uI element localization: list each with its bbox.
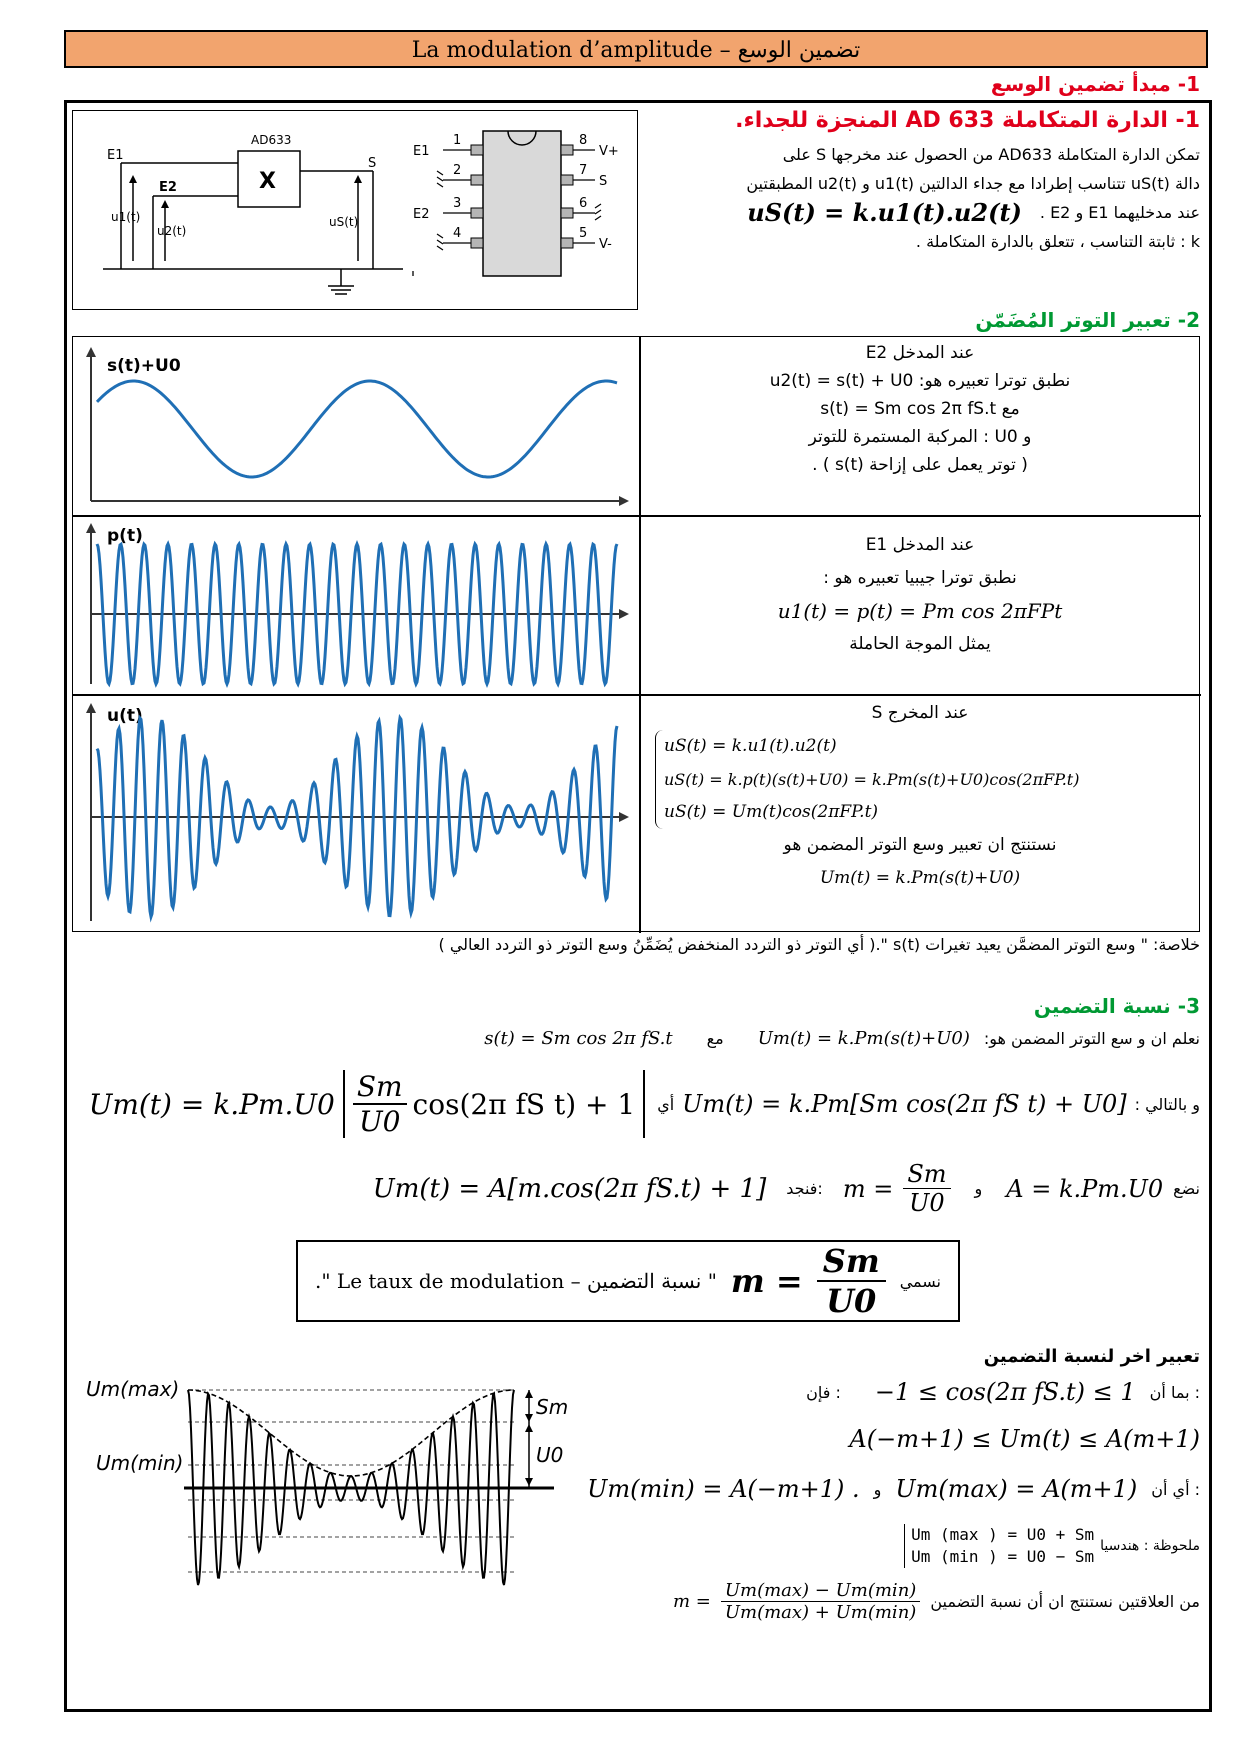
pin8-num: 8 [579,133,588,148]
section1-title: 1- مبدأ تضمين الوسع [990,72,1200,96]
row2-l4: يمثل الموجة الحاملة [849,634,991,654]
sub4-title: تعبير اخر لنسبة التضمين [983,1346,1200,1367]
graph-signal [77,341,635,513]
box-den: U0 [826,1282,877,1320]
sub4-line3 [500,1475,1200,1503]
row1-l5: ( توتر يعمل على إزاحة s(t) ) . [812,455,1028,475]
u2-label: u2(t) [157,224,187,238]
graph-signal-label: s(t)+U0 [107,356,181,376]
row1-text [643,339,1197,479]
row1-l3: مع s(t) = Sm cos 2π fS.t [820,399,1020,419]
multiplier-symbol: X [259,169,276,194]
us-label: uS(t) [329,215,359,229]
sub4-l5-m: m = [672,1591,711,1612]
sub1-text [645,140,1200,256]
sub4-l5-num: Um(max) − Um(min) [721,1580,920,1602]
pin7-num: 7 [579,163,588,178]
pin7-label: S [599,174,608,189]
sub1-formula: uS(t) = k.u1(t).u2(t) [747,198,1022,227]
sub1-p2: دالة uS(t) تتناسب إطرادا مع جداء الدالتين u1(t) و u2(t) المطبقتين [746,174,1200,193]
sub4-note-eq1: Um (max ) = U0 + Sm [911,1525,1095,1544]
box-name: " نسبة التضمين – Le taux de modulation ". [315,1269,717,1293]
row1-l2: نطبق توترا تعبيره هو: u2(t) = s(t) + U0 [769,371,1071,391]
row1-l1: عند المدخل E2 [865,343,975,363]
sub1-p4: k : ثابتة التناسب ، تتعلق بالدارة المتكاملة . [915,232,1200,251]
page-title: La modulation d’amplitude – تضمين الوسع [64,30,1208,68]
graph-modulated [77,699,635,929]
sub3-line3 [200,1160,1200,1217]
sub4-l3-eq1: Um(max) = A(m+1) [895,1475,1138,1503]
signal-wave [97,381,617,477]
sub1-title: 1- الدارة المتكاملة AD 633 المنجزة للجداء. [735,108,1200,133]
row2-text [643,529,1197,661]
conclusion: خلاصة: " وسع التوتر المضمَّن يعيد تغيرات s(t) ".( أي التوتر ذو التردد المنخفض يُضَمِّنُ وسع التوتر ذو التردد العالي ) [438,935,1200,954]
sub3-l3-eq1: A = k.Pm.U0 [1006,1174,1164,1203]
sub3-l3-den: U0 [909,1189,945,1217]
row2-l3: u1(t) = p(t) = Pm cos 2πFPt [777,599,1063,623]
sub3-l1-eq2: s(t) = Sm cos 2π fS.t [484,1028,673,1049]
e1-label: E1 [107,148,124,163]
pin5-label: V- [599,237,612,252]
graph-min-label: Um(min) [96,1451,184,1475]
envelope-curve [188,1390,514,1476]
sub4-line1 [600,1378,1200,1406]
sub4-l2: A(−m+1) ≤ Um(t) ≤ A(m+1) [849,1425,1200,1453]
sub4-l3-eq2: Um(min) = A(−m+1) . [587,1475,860,1503]
pin4-num: 4 [453,226,462,241]
sub3-line2 [80,1070,1200,1138]
graph-u0-label: U0 [536,1443,564,1467]
sub4-line5 [500,1580,1200,1623]
sub3-l2-right: cos(2π fS t) + 1 [412,1087,636,1121]
pin3-label: E2 [413,207,430,222]
sub3-l3-and: و [974,1179,983,1198]
definition-box [296,1240,960,1322]
sub3-l2-num: Sm [353,1070,407,1105]
sub4-l1-eq: −1 ≤ cos(2π fS.t) ≤ 1 [874,1378,1136,1406]
box-m: m = [730,1262,803,1300]
row3-l3: Um(t) = k.Pm(s(t)+U0) [819,868,1021,888]
sub3-l1-eq1: Um(t) = k.Pm(s(t)+U0) [757,1028,970,1049]
sub3-l2-text: و بالتالي : [1134,1094,1200,1114]
sub3-l3-find: فنجد: [786,1179,823,1198]
pin3-num: 3 [453,196,462,211]
graph-sm-label: Sm [536,1395,569,1419]
sub3-l1-with: مع [706,1029,724,1048]
graph-max-label: Um(max) [86,1377,180,1401]
circuit-box [72,110,638,310]
sub2-title: 2- تعبير التوتر المُضَمّن [975,308,1200,332]
sub3-l2-bracket [343,1070,645,1138]
sub3-l2-eq1: Um(t) = k.Pm[Sm cos(2π fS t) + U0] [682,1090,1127,1118]
modulation-table [72,336,1200,932]
s-label: S [368,156,377,171]
row1-l4: و U0 : المركبة المستمرة للتوتر [808,427,1032,447]
sub1-p1: تمكن الدارة المتكاملة AD633 من الحصول عند مخرجها S على [782,145,1200,164]
graph-carrier-label: p(t) [107,526,143,546]
row2-l2: نطبق توترا جيبيا تعبيره هو : [823,568,1017,588]
pin8-label: V+ [599,144,619,159]
sub3-l2-ay: أي [657,1094,675,1114]
row3-l2: نستنتج ان تعبير وسع التوتر المضمن هو [783,835,1057,855]
sub4-note-eq2: Um (min ) = U0 − Sm [911,1547,1095,1566]
amplitude-graph [84,1362,569,1622]
sub3-l3-m: m = [842,1174,894,1203]
sub3-l2-den: U0 [358,1105,401,1138]
sub4-l5-den: Um(max) + Um(min) [724,1602,917,1623]
pin5-num: 5 [579,226,588,241]
chip-label: AD633 [251,133,292,147]
sub4-note-text: ملحوظة : هندسيا [1100,1538,1200,1554]
sub3-l2-left: Um(t) = k.Pm.U0 [88,1087,335,1121]
row3-eq3: uS(t) = Um(t)cos(2πFP.t) [664,802,879,822]
graph-carrier [77,519,635,691]
sub3-l3-text: نضع [1173,1179,1200,1198]
u1-label: u1(t) [111,210,141,224]
pin1-num: 1 [453,133,462,148]
sub4-note [600,1524,1200,1568]
sub3-line1 [300,1028,1200,1049]
graph-modulated-label: u(t) [107,706,143,726]
pin1-label: E1 [413,144,430,159]
sub4-l1-then: فإن : [806,1382,841,1402]
sub3-l3-num: Sm [903,1160,950,1189]
box-num: Sm [817,1242,886,1282]
sub4-l3-and: و [873,1479,882,1499]
row3-l1: عند المخرج S [871,703,969,723]
row2-l1: عند المدخل E1 [865,535,975,555]
sub3-title: 3- نسبة التضمين [1033,994,1200,1018]
row3-eq1: uS(t) = k.u1(t).u2(t) [664,736,837,756]
sub4-l1-text: بما أن : [1149,1382,1200,1402]
box-prefix: نسمي [899,1271,941,1291]
row3-eq2: uS(t) = k.p(t)(s(t)+U0) = k.Pm(s(t)+U0)cos(2πFP.t) [664,770,1080,789]
sub4-l5-text: من العلاقتين نستنتج ان أن نسبة التضمين [930,1592,1200,1611]
pin2-num: 2 [453,163,462,178]
circuit-diagram [73,111,639,311]
sub1-p3: عند مدخليهما E1 و E2 . [1039,203,1200,222]
pin6-num: 6 [579,196,588,211]
e2-label: E2 [159,180,177,195]
sub3-l3-eq2: Um(t) = A[m.cos(2π fS.t) + 1] [372,1173,767,1204]
row3-system [655,730,1197,829]
sub4-l3-text: أي أن : [1151,1479,1200,1499]
row3-text [643,697,1197,895]
sub3-l1-text: نعلم ان و سع التوتر المضمن هو: [983,1029,1200,1048]
